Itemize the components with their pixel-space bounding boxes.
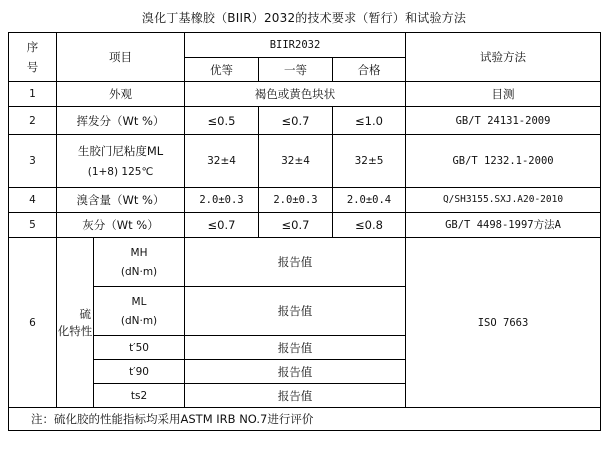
value-first: 2.0±0.3 — [259, 188, 333, 213]
value-qualified: 2.0±0.4 — [333, 188, 406, 213]
value-qualified: ≤0.8 — [333, 213, 406, 238]
table-note: 注：硫化胶的性能指标均采用ASTM IRB NO.7进行评价 — [9, 408, 601, 431]
value-premium: ≤0.7 — [185, 213, 259, 238]
test-method: 目测 — [406, 82, 601, 107]
report-value: 报告值 — [185, 287, 406, 336]
report-value: 报告值 — [185, 336, 406, 360]
cure-characteristics-group: 硫 化特性 — [57, 238, 94, 408]
table-row — [9, 135, 601, 188]
test-method: ISO 7663 — [406, 238, 601, 408]
grade-header-qualified: 合格 — [333, 58, 406, 82]
report-value: 报告值 — [185, 238, 406, 287]
table-row — [9, 82, 601, 107]
grade-header-first: 一等 — [259, 58, 333, 82]
document-title: 溴化丁基橡胶（BIIR）2032的技术要求（暂行）和试验方法 — [141, 11, 467, 25]
row-number: 3 — [9, 135, 57, 188]
test-method: GB/T 1232.1-2000 — [406, 135, 601, 188]
report-value: 报告值 — [185, 360, 406, 384]
row-number: 2 — [9, 107, 57, 135]
value-qualified: 32±5 — [333, 135, 406, 188]
seq-header: 序 号 — [9, 33, 57, 82]
value-premium: ≤0.5 — [185, 107, 259, 135]
method-header: 试验方法 — [406, 33, 601, 82]
header-row — [9, 33, 601, 58]
row-number: 5 — [9, 213, 57, 238]
subitem-mh: MH (dN·m) — [94, 238, 185, 287]
merged-value: 褐色或黄色块状 — [185, 82, 406, 107]
table-row — [9, 188, 601, 213]
item-name: 溴含量（Wt %） — [57, 188, 185, 213]
value-first: ≤0.7 — [259, 213, 333, 238]
value-premium: 2.0±0.3 — [185, 188, 259, 213]
subitem-ts2: ts2 — [94, 384, 185, 408]
grade-header-premium: 优等 — [185, 58, 259, 82]
value-first: 32±4 — [259, 135, 333, 188]
subitem-ml: ML (dN·m) — [94, 287, 185, 336]
row-number: 4 — [9, 188, 57, 213]
report-value: 报告值 — [185, 384, 406, 408]
item-header: 项目 — [57, 33, 185, 82]
item-name: 挥发分（Wt %） — [57, 107, 185, 135]
test-method: Q/SH3155.SXJ.A20-2010 — [406, 188, 601, 213]
subitem-t90: t′90 — [94, 360, 185, 384]
row-number: 6 — [9, 238, 57, 408]
note-row — [9, 408, 601, 431]
item-name: 灰分（Wt %） — [57, 213, 185, 238]
table-row — [9, 213, 601, 238]
test-method: GB/T 4498-1997方法A — [406, 213, 601, 238]
value-first: ≤0.7 — [259, 107, 333, 135]
spec-table — [8, 32, 601, 431]
table-row — [9, 107, 601, 135]
item-name: 生胶门尼粘度ML (1+8) 125℃ — [57, 135, 185, 188]
grade-group-header: BIIR2032 — [185, 33, 406, 58]
table-row — [9, 238, 601, 287]
test-method: GB/T 24131-2009 — [406, 107, 601, 135]
value-premium: 32±4 — [185, 135, 259, 188]
row-number: 1 — [9, 82, 57, 107]
item-name: 外观 — [57, 82, 185, 107]
value-qualified: ≤1.0 — [333, 107, 406, 135]
subitem-t50: t′50 — [94, 336, 185, 360]
